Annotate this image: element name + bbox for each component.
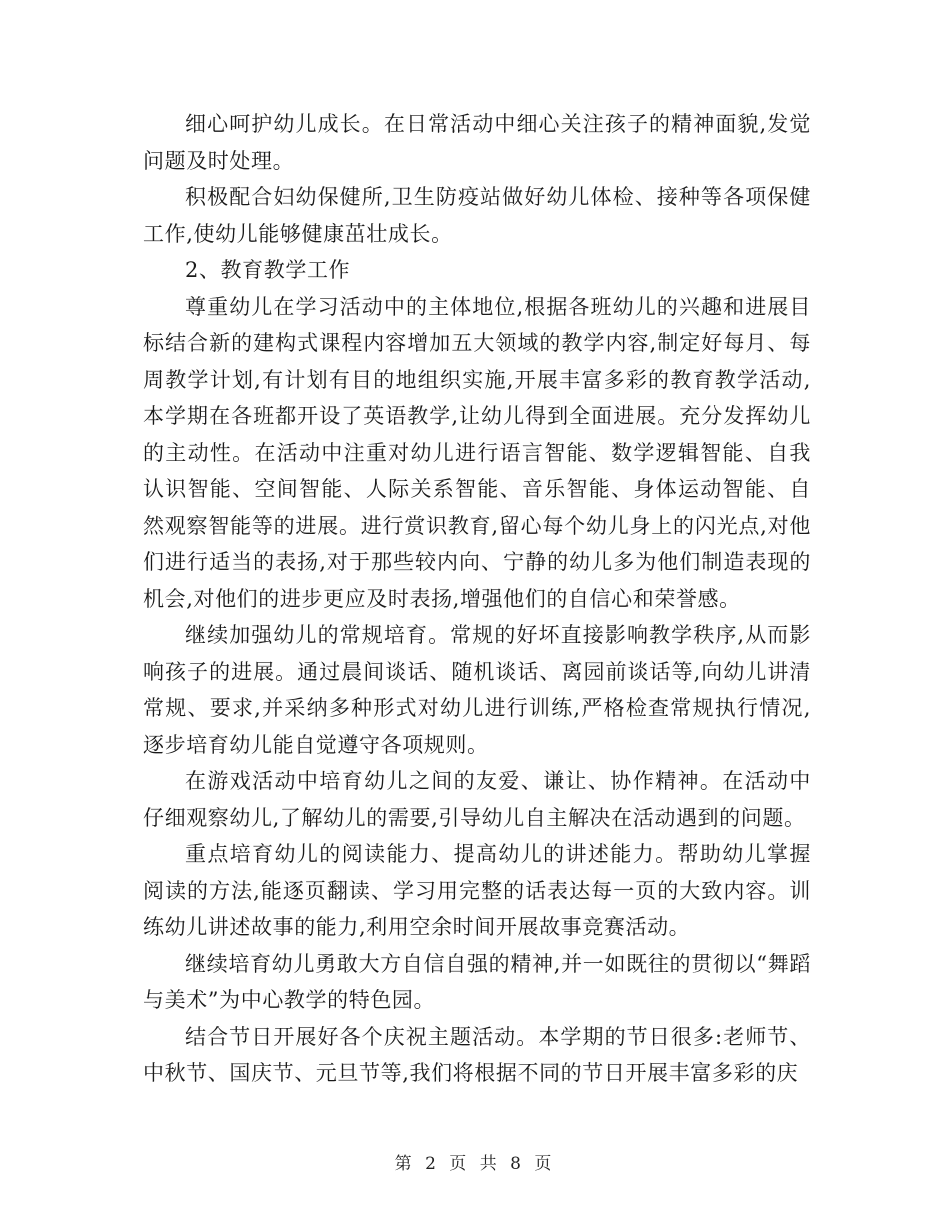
paragraph-6: 重点培育幼儿的阅读能力、提高幼儿的讲述能力。帮助幼儿掌握阅读的方法,能逐页翻读、学习用完整的话表达每一页的大致内容。训练幼儿讲述故事的能力,利用空余时间开展故事竞赛活动。 [143, 842, 811, 939]
document-body [143, 106, 811, 1092]
section-heading: 2、教育教学工作 [185, 258, 351, 282]
paragraph-7: 继续培育幼儿勇敢大方自信自强的精神,并一如既往的贯彻以“舞蹈与美术”为中心教学的特色园。 [143, 951, 811, 1012]
page-number-footer: 第 2 页 共 8 页 [394, 1154, 556, 1174]
paragraph-2: 积极配合妇幼保健所,卫生防疫站做好幼儿体检、接种等各项保健工作,使幼儿能够健康茁壮成长。 [143, 185, 811, 246]
paragraph-1: 细心呵护幼儿成长。在日常活动中细心关注孩子的精神面貌,发觉问题及时处理。 [143, 112, 811, 173]
paragraph-3: 尊重幼儿在学习活动中的主体地位,根据各班幼儿的兴趣和进展目标结合新的建构式课程内容增加五大领域的教学内容,制定好每月、每周教学计划,有计划有目的地组织实施,开展丰富多彩的教育教学活动,本学期在各班都开设了英语教学,让幼儿得到全面进展。充分发挥幼儿的主动性。在活动中注重对幼儿进行语言智能、数学逻辑智能、自我认识智能、空间智能、人际关系智能、音乐智能、身体运动智能、自然观察智能等的进展。进行赏识教育,留心每个幼儿身上的闪光点,对他们进行适当的表扬,对于那些较内向、宁静的幼儿多为他们制造表现的机会,对他们的进步更应及时表扬,增强他们的自信心和荣誉感。 [143, 294, 811, 611]
paragraph-4: 继续加强幼儿的常规培育。常规的好坏直接影响教学秩序,从而影响孩子的进展。通过晨间谈话、随机谈话、离园前谈话等,向幼儿讲清常规、要求,并采纳多种形式对幼儿进行训练,严格检查常规执行情况,逐步培育幼儿能自觉遵守各项规则。 [143, 623, 811, 757]
paragraph-5: 在游戏活动中培育幼儿之间的友爱、谦让、协作精神。在活动中仔细观察幼儿,了解幼儿的需要,引导幼儿自主解决在活动遇到的问题。 [143, 769, 811, 830]
paragraph-8: 结合节日开展好各个庆祝主题活动。本学期的节日很多:老师节、中秋节、国庆节、元旦节等,我们将根据不同的节日开展丰富多彩的庆 [143, 1024, 811, 1085]
